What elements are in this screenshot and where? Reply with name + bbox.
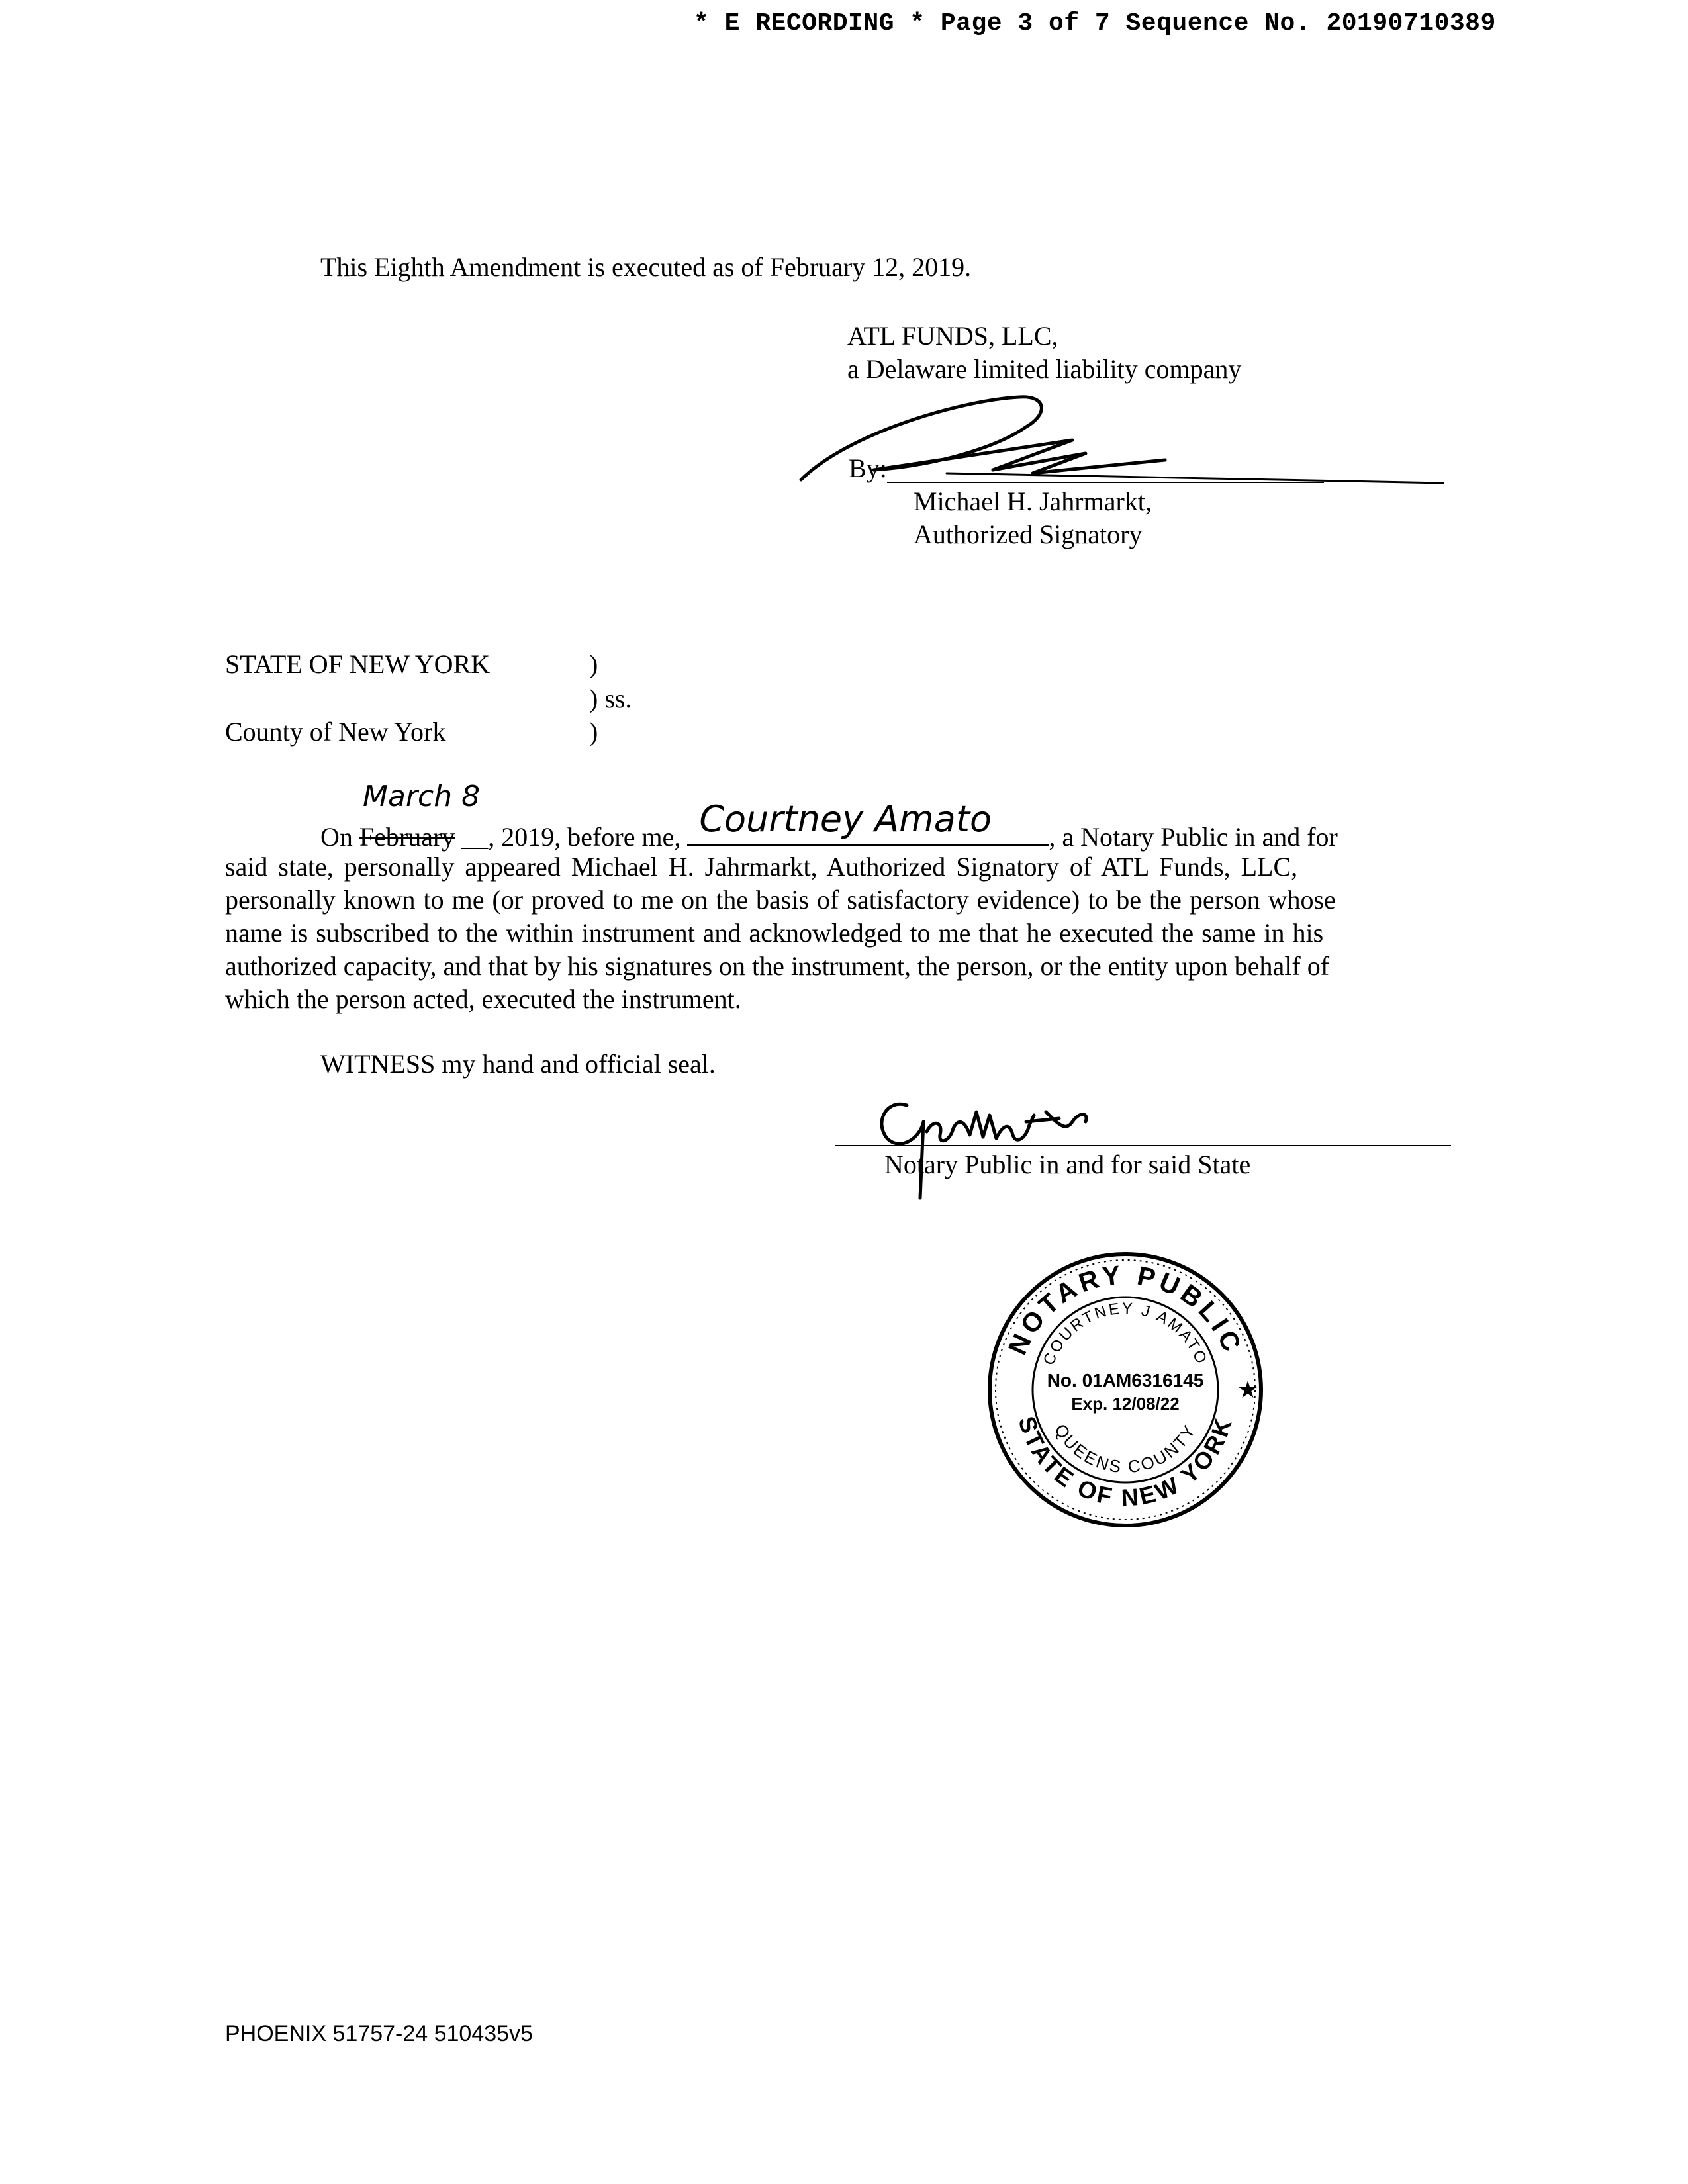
notary-handwritten-name: Courtney Amato — [699, 798, 992, 840]
seal-star-icon: ★ — [1237, 1376, 1259, 1403]
seal-expiration: Exp. 12/08/22 — [1071, 1394, 1180, 1414]
acknowledgment-line-3: personally known to me (or proved to me on the basis of satisfactory evidence) to be the person whose — [225, 885, 1336, 915]
after-month-text: , 2019, before me, — [488, 822, 681, 852]
by-label: By: — [849, 453, 887, 483]
company-description: a Delaware limited liability company — [847, 354, 1242, 384]
witness-statement: WITNESS my hand and official seal. — [320, 1049, 716, 1079]
seal-name-text: COURTNEY J AMATO — [1039, 1299, 1211, 1368]
venue-paren-1: ) — [589, 649, 598, 679]
notary-seal — [980, 1244, 1271, 1535]
venue-paren-3: ) — [589, 717, 598, 747]
after-name-text: , a Notary Public in and for — [1049, 822, 1338, 852]
notary-name-field — [687, 798, 1049, 846]
execution-statement: This Eighth Amendment is executed as of February 12, 2019. — [320, 252, 972, 282]
signatory-title: Authorized Signatory — [914, 520, 1143, 549]
footer-doc-id: PHOENIX 51757-24 510435v5 — [225, 2021, 533, 2046]
notary-signature-line — [835, 1145, 1451, 1146]
signatory-name: Michael H. Jahrmarkt, — [914, 486, 1152, 516]
seal-number: No. 01AM6316145 — [1047, 1370, 1204, 1390]
day-blank: __ — [461, 822, 489, 852]
acknowledgment-line-5: authorized capacity, and that by his signatures on the instrument, the person, or the entity upon behalf of — [225, 951, 1330, 981]
acknowledgment-line-6: which the person acted, executed the instrument. — [225, 984, 741, 1014]
on-word: On — [320, 822, 353, 852]
notary-caption: Notary Public in and for said State — [884, 1150, 1251, 1179]
acknowledgment-line-4: name is subscribed to the within instrument and acknowledged to me that he executed the same in his — [225, 918, 1324, 948]
seal-county-text: QUEENS COUNTY — [1051, 1420, 1200, 1477]
recording-header: * E RECORDING * Page 3 of 7 Sequence No. 20190710389 — [694, 9, 1496, 38]
seal-outer-text: NOTARY PUBLIC — [1003, 1260, 1248, 1359]
venue-state: STATE OF NEW YORK — [225, 649, 491, 679]
acknowledgment-line-1 — [320, 798, 1450, 853]
svg-text:COURTNEY J AMATO — [1040, 1300, 1211, 1368]
struck-month: February — [359, 822, 455, 852]
venue-ss: ) ss. — [589, 684, 632, 713]
acknowledgment-line-2: said state, personally appeared Michael H. Jahrmarkt, Authorized Signatory of ATL Funds, LLC, — [225, 852, 1298, 882]
seal-state-text: STATE OF NEW YORK — [1013, 1413, 1238, 1512]
handwritten-date: March 8 — [363, 780, 481, 813]
signature-line — [887, 482, 1324, 483]
company-name: ATL FUNDS, LLC, — [847, 321, 1058, 351]
venue-county: County of New York — [225, 717, 446, 747]
signatory-signature — [794, 387, 1456, 493]
